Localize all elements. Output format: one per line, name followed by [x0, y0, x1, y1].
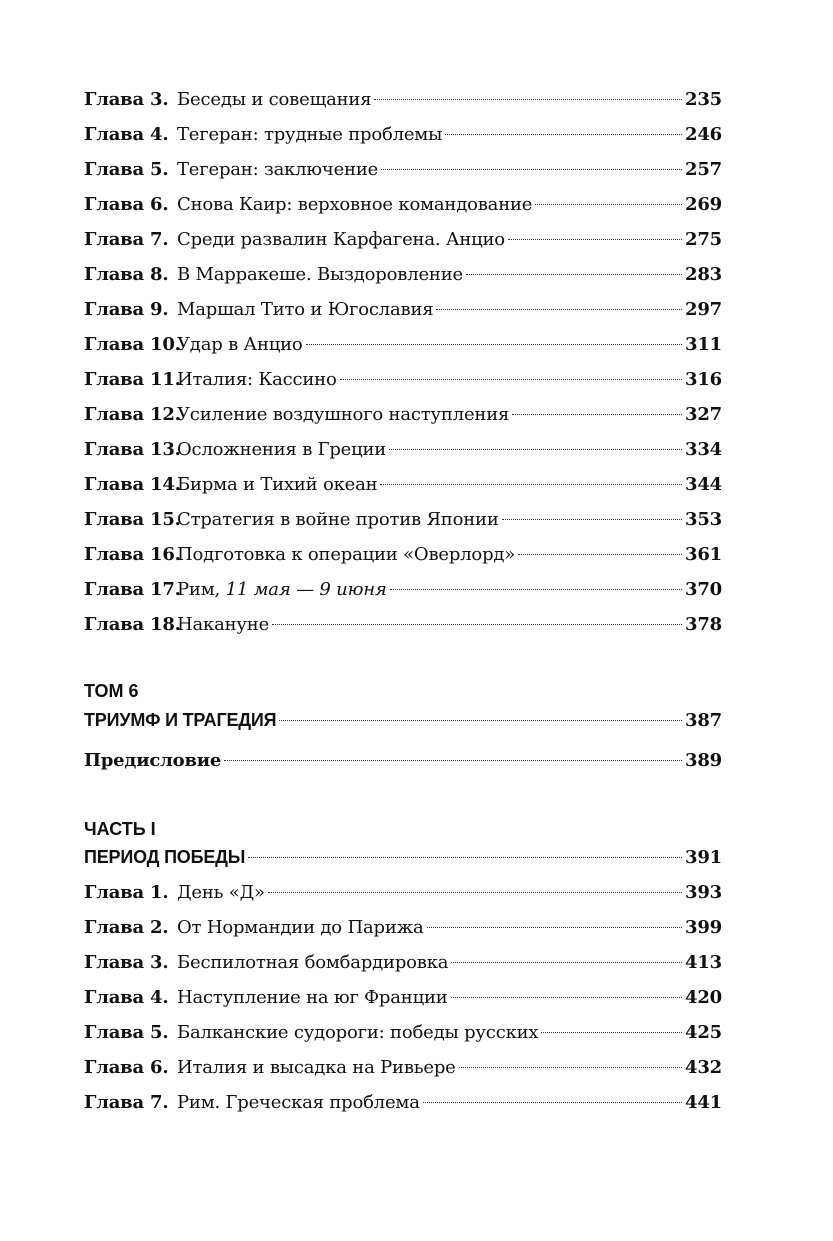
- dot-leader: [306, 344, 682, 345]
- page-number: 246: [685, 124, 722, 145]
- page-number: 425: [685, 1022, 722, 1043]
- chapter-number: Глава 6.: [84, 1057, 169, 1078]
- page-number: 370: [685, 579, 722, 600]
- dot-leader: [389, 449, 682, 450]
- dot-leader: [279, 720, 682, 721]
- page-number: 283: [685, 264, 722, 285]
- dot-leader: [248, 857, 682, 858]
- chapter-title: В Марракеше. Выздоровление: [177, 264, 463, 285]
- toc-entry: [84, 85, 722, 115]
- volume-title-entry: [84, 705, 722, 735]
- page-number: 378: [685, 614, 722, 635]
- page-number: 393: [685, 882, 722, 903]
- page-number: 353: [685, 509, 722, 530]
- chapter-number: Глава 11.: [84, 369, 181, 390]
- chapter-title: Усиление воздушного наступления: [177, 404, 510, 425]
- dot-leader: [390, 589, 682, 590]
- chapter-number: Глава 7.: [84, 229, 169, 250]
- chapter-title: Подготовка к операции «Оверлорд»: [177, 544, 516, 565]
- part-label: ЧАСТЬ I: [84, 819, 156, 839]
- chapter-number: Глава 4.: [84, 987, 169, 1008]
- toc-entry: [84, 260, 722, 290]
- toc-entry: [84, 878, 722, 908]
- chapter-title: День «Д»: [177, 882, 265, 903]
- chapter-title: Рим. Греческая проблема: [177, 1092, 420, 1113]
- chapter-number: Глава 18.: [84, 614, 181, 635]
- dot-leader: [502, 519, 682, 520]
- dot-leader: [466, 274, 682, 275]
- dot-leader: [423, 1102, 682, 1103]
- chapter-title: Среди развалин Карфагена. Анцио: [177, 229, 505, 250]
- dot-leader: [535, 204, 682, 205]
- preface-title: Предисловие: [84, 750, 222, 771]
- toc-entry: [84, 295, 722, 325]
- toc-entry: [84, 1018, 722, 1048]
- dot-leader: [518, 554, 682, 555]
- chapter-number: Глава 2.: [84, 917, 169, 938]
- page-number: 257: [685, 159, 722, 180]
- toc-entry: [84, 365, 722, 395]
- page-number: 389: [685, 750, 722, 771]
- dot-leader: [380, 484, 682, 485]
- part-title-entry: [84, 842, 722, 872]
- dot-leader: [508, 239, 682, 240]
- volume-title: ТРИУМФ И ТРАГЕДИЯ: [84, 710, 277, 730]
- chapter-title: Бирма и Тихий океан: [177, 474, 378, 495]
- toc-entry: [84, 983, 722, 1013]
- page-number: 432: [685, 1057, 722, 1078]
- page-number: 311: [685, 334, 722, 355]
- page-number: 235: [685, 89, 722, 110]
- chapter-title: [177, 575, 387, 605]
- page-number: 361: [685, 544, 722, 565]
- chapter-title: Снова Каир: верховное командование: [177, 194, 533, 215]
- dot-leader: [451, 962, 682, 963]
- preface-entry: [84, 746, 722, 776]
- chapter-title: Балканские судороги: победы русских: [177, 1022, 539, 1043]
- part-title: ПЕРИОД ПОБЕДЫ: [84, 847, 246, 867]
- toc-entry: [84, 120, 722, 150]
- toc-entry: [84, 400, 722, 430]
- toc-entry: [84, 225, 722, 255]
- chapter-number: Глава 9.: [84, 299, 169, 320]
- page-number: 327: [685, 404, 722, 425]
- chapter-number: Глава 16.: [84, 544, 181, 565]
- page-number: 441: [685, 1092, 722, 1113]
- toc-entry: [84, 948, 722, 978]
- toc-entry: [84, 155, 722, 185]
- chapter-title: Осложнения в Греции: [177, 439, 387, 460]
- toc-entry: [84, 1053, 722, 1083]
- dot-leader: [340, 379, 682, 380]
- dot-leader: [224, 760, 682, 761]
- chapter-number: Глава 5.: [84, 159, 169, 180]
- chapter-title: Беспилотная бомбардировка: [177, 952, 449, 973]
- chapter-title: Тегеран: заключение: [177, 159, 379, 180]
- page-number: 399: [685, 917, 722, 938]
- chapter-number: Глава 14.: [84, 474, 181, 495]
- chapter-number: Глава 12.: [84, 404, 181, 425]
- dot-leader: [459, 1067, 682, 1068]
- toc-entry: [84, 610, 722, 640]
- toc-entry: [84, 575, 722, 605]
- toc-entry: [84, 1088, 722, 1118]
- dot-leader: [436, 309, 682, 310]
- page-number: 316: [685, 369, 722, 390]
- dot-leader: [512, 414, 682, 415]
- chapter-title: Удар в Анцио: [177, 334, 303, 355]
- chapter-title: Маршал Тито и Югославия: [177, 299, 434, 320]
- toc-entry: [84, 470, 722, 500]
- dot-leader: [381, 169, 682, 170]
- page-number: 297: [685, 299, 722, 320]
- page-number: 420: [685, 987, 722, 1008]
- chapter-title: Беседы и совещания: [177, 89, 372, 110]
- chapter-title: От Нормандии до Парижа: [177, 917, 424, 938]
- page-number: 387: [685, 710, 722, 731]
- chapter-title-text: Рим,: [177, 579, 226, 600]
- toc-entry: [84, 330, 722, 360]
- toc-entry: [84, 540, 722, 570]
- dot-leader: [451, 997, 682, 998]
- dot-leader: [374, 99, 682, 100]
- page-number: 391: [685, 847, 722, 868]
- toc-entry: [84, 913, 722, 943]
- page-number: 413: [685, 952, 722, 973]
- chapter-title-dates: 11 мая — 9 июня: [225, 579, 387, 600]
- volume-label: ТОМ 6: [84, 681, 139, 701]
- chapter-number: Глава 7.: [84, 1092, 169, 1113]
- chapter-title: Накануне: [177, 614, 270, 635]
- chapter-number: Глава 8.: [84, 264, 169, 285]
- toc-entry: [84, 505, 722, 535]
- chapter-number: Глава 4.: [84, 124, 169, 145]
- page-number: 344: [685, 474, 722, 495]
- page-number: 275: [685, 229, 722, 250]
- dot-leader: [272, 624, 682, 625]
- chapter-number: Глава 1.: [84, 882, 169, 903]
- page-number: 269: [685, 194, 722, 215]
- chapter-number: Глава 13.: [84, 439, 181, 460]
- chapter-title: Тегеран: трудные проблемы: [177, 124, 443, 145]
- chapter-number: Глава 15.: [84, 509, 181, 530]
- chapter-title: Стратегия в войне против Японии: [177, 509, 499, 530]
- toc-entry: [84, 435, 722, 465]
- chapter-number: Глава 3.: [84, 952, 169, 973]
- chapter-number: Глава 6.: [84, 194, 169, 215]
- chapter-number: Глава 17.: [84, 579, 181, 600]
- dot-leader: [268, 892, 682, 893]
- toc-entry: [84, 190, 722, 220]
- chapter-number: Глава 5.: [84, 1022, 169, 1043]
- page-number: 334: [685, 439, 722, 460]
- chapter-number: Глава 3.: [84, 89, 169, 110]
- chapter-number: Глава 10.: [84, 334, 181, 355]
- dot-leader: [541, 1032, 682, 1033]
- chapter-title: Италия: Кассино: [177, 369, 337, 390]
- dot-leader: [445, 134, 682, 135]
- dot-leader: [427, 927, 683, 928]
- chapter-title: Италия и высадка на Ривьере: [177, 1057, 456, 1078]
- chapter-title: Наступление на юг Франции: [177, 987, 448, 1008]
